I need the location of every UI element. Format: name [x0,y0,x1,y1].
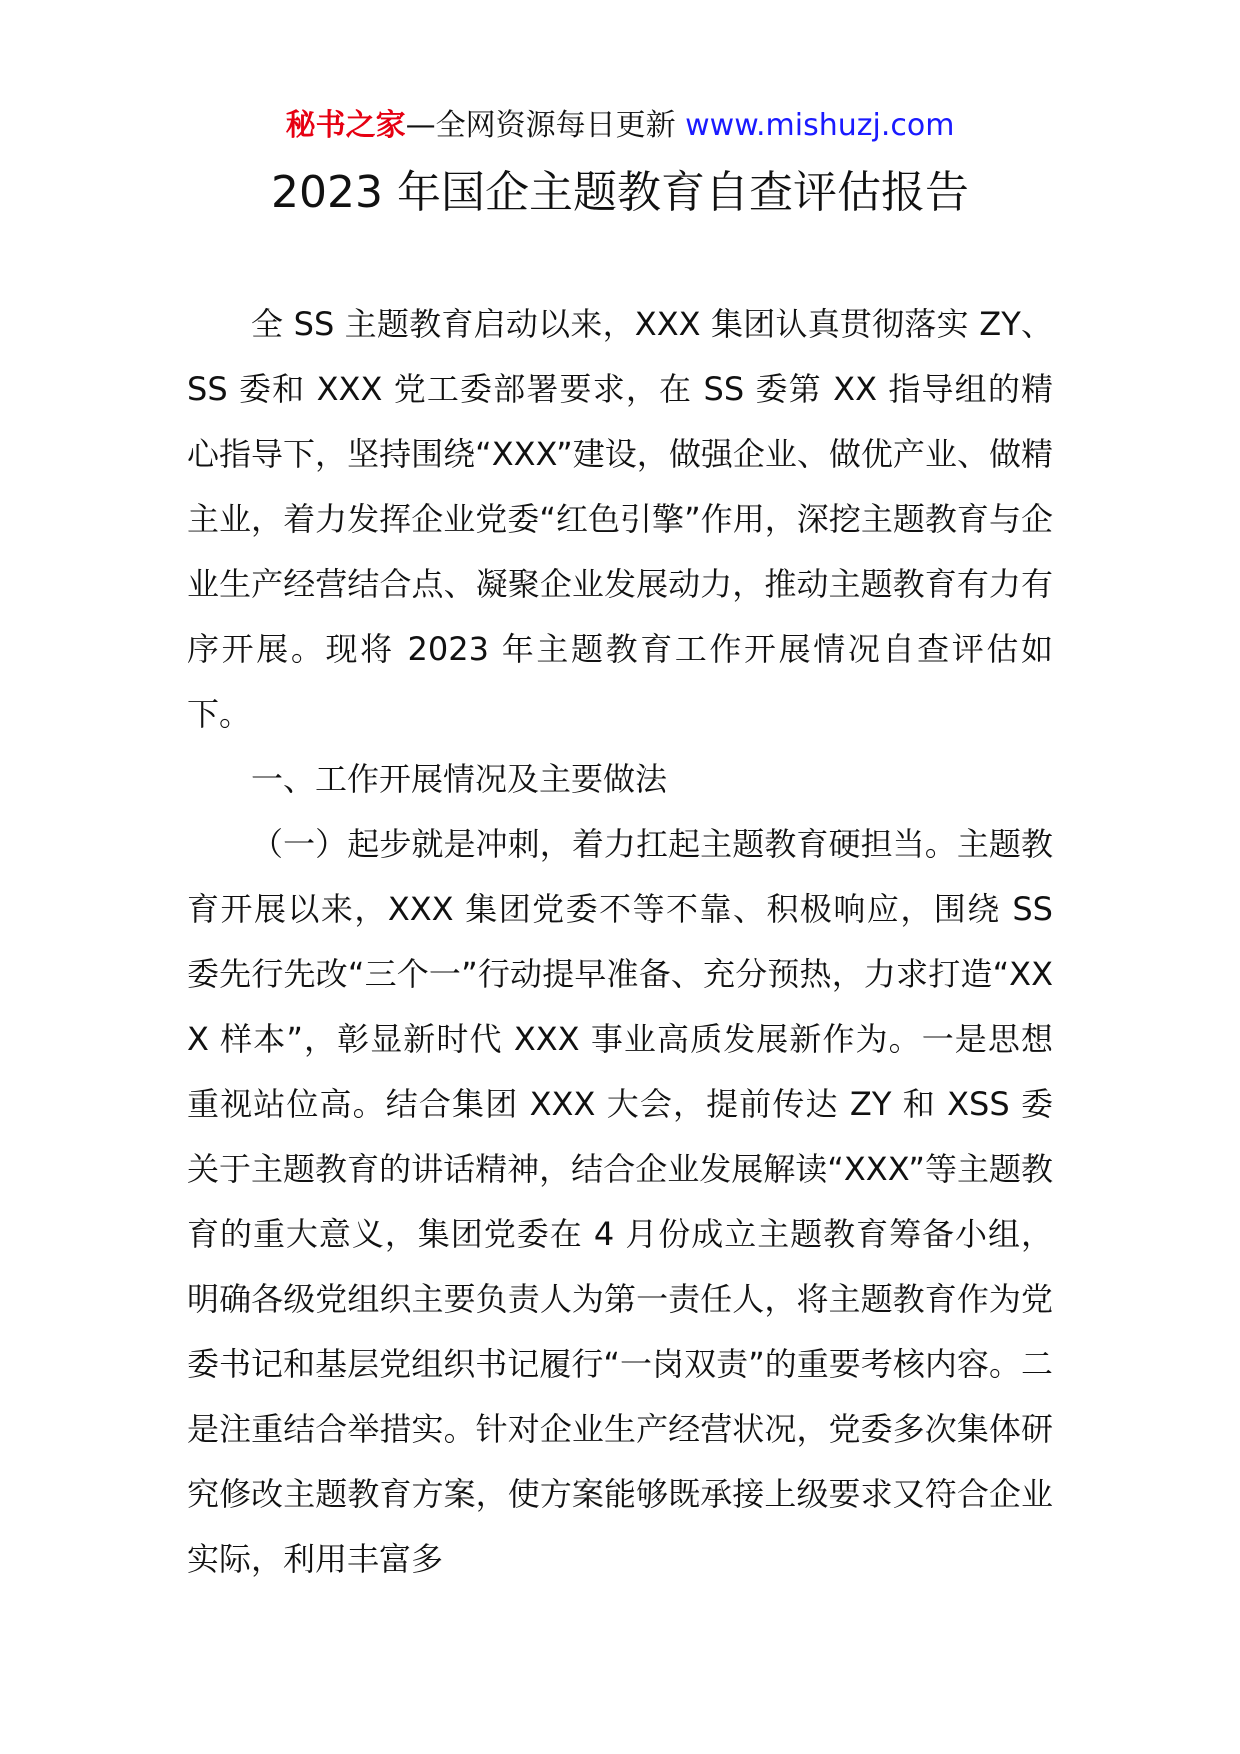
site-header [0,104,1240,148]
site-brand: 秘书之家 [285,108,406,143]
intro-paragraph: 全 SS 主题教育启动以来，XXX 集团认真贯彻落实 ZY、SS 委和 XXX 党工委部署要求，在 SS 委第 XX 指导组的精心指导下，坚持围绕“XXX”建设，做强企业、做优产业、做精主业，着力发挥企业党委“红色引擎”作用，深挖主题教育与企业生产经营结合点、凝聚企业发展动力，推动主题教育有力有序开展。现将 2023 年主题教育工作开展情况自查评估如下。 [187,305,1053,733]
document-title: 2023 年国企主题教育自查评估报告 [271,167,969,218]
section-heading: 一、工作开展情况及主要做法 [251,760,668,798]
document-body [187,292,1053,1592]
site-url-link[interactable]: www.mishuzj.com [685,108,955,143]
subsection-paragraph: （一）起步就是冲刺，着力扛起主题教育硬担当。主题教育开展以来，XXX 集团党委不等不靠、积极响应，围绕 SS 委先行先改“三个一”行动提早准备、充分预热，力求打造“XXX 样本”，彰显新时代 XXX 事业高质发展新作为。一是思想重视站位高。结合集团 XXX 大会，提前传达 ZY 和 XSS 委关于主题教育的讲话精神，结合企业发展解读“XXX”等主题教育的重大意义，集团党委在 4 月份成立主题教育筹备小组，明确各级党组织主要负责人为第一责任人，将主题教育作为党委书记和基层党组织书记履行“一岗双责”的重要考核内容。二是注重结合举措实。针对企业生产经营状况，党委多次集体研究修改主题教育方案，使方案能够既承接上级要求又符合企业实际，利用丰富多 [187,825,1053,1578]
site-tagline: —全网资源每日更新 [405,108,676,143]
